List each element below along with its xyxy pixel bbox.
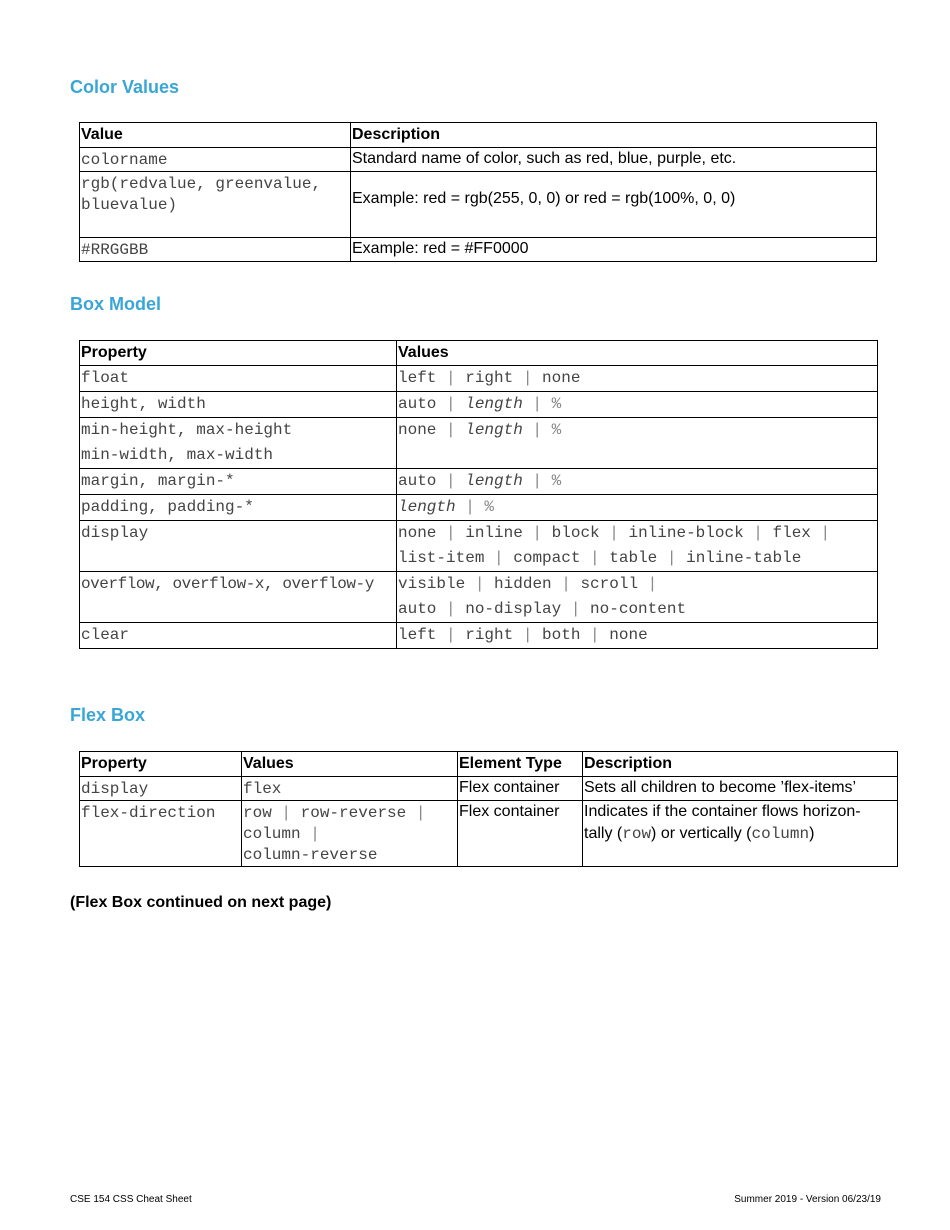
value-keyword: right: [465, 369, 514, 387]
description-text: ): [809, 825, 815, 842]
description-line: Indicates if the container flows horizon-: [584, 803, 861, 820]
value-keyword: %: [484, 498, 495, 516]
values-cell: left | right | both | none: [397, 623, 878, 649]
property-cell: [80, 418, 397, 469]
color-values-heading: Color Values: [70, 77, 180, 97]
value-keyword: auto: [398, 472, 437, 490]
property-cell: margin, margin-*: [80, 469, 397, 495]
value-keyword: compact: [513, 549, 581, 567]
table-header-row: [80, 341, 878, 366]
property-cell: clear: [80, 623, 397, 649]
property-cell: float: [80, 366, 397, 392]
value-keyword: inline-block: [628, 524, 744, 542]
column-header: Description: [351, 123, 877, 148]
value-keyword: right: [465, 626, 514, 644]
values-cell: auto | length | %: [397, 469, 878, 495]
table-row: [80, 418, 878, 469]
value-keyword: table: [609, 549, 658, 567]
table-header-row: [80, 752, 898, 777]
column-header: Values: [242, 752, 458, 777]
value-keyword: none: [609, 626, 648, 644]
values-cell: auto | length | %: [397, 392, 878, 418]
table-row: [80, 572, 878, 623]
value-keyword: row-reverse: [300, 804, 407, 822]
table-row: [80, 148, 877, 172]
value-keyword: scroll: [580, 575, 639, 593]
values-cell: length | %: [397, 495, 878, 521]
table-row: [80, 623, 878, 649]
value-keyword: row: [243, 804, 272, 822]
property-cell: padding, padding-*: [80, 495, 397, 521]
table-row: [80, 392, 878, 418]
value-keyword: column-reverse: [243, 846, 378, 864]
value-keyword: list-item: [398, 549, 485, 567]
color-value-cell: rgb(redvalue, greenvalue, bluevalue): [80, 172, 351, 238]
property-cell: overflow, overflow-x, overflow-y: [80, 572, 397, 623]
value-keyword: length: [465, 472, 523, 490]
footer-right: Summer 2019 - Version 06/23/19: [734, 1194, 881, 1205]
value-keyword: length: [398, 498, 456, 516]
element-type-cell: Flex container: [458, 801, 583, 867]
value-keyword: left: [398, 369, 437, 387]
value-keyword: auto: [398, 395, 437, 413]
property-line: min-width, max-width: [81, 446, 274, 464]
value-keyword: auto: [398, 600, 437, 618]
footer-left: CSE 154 CSS Cheat Sheet: [70, 1194, 192, 1205]
property-cell: display: [80, 777, 242, 801]
value-keyword: hidden: [494, 575, 552, 593]
flex-box-table: [79, 751, 898, 867]
box-model-table: [79, 340, 878, 649]
code-keyword: row: [622, 825, 652, 843]
description-cell: Sets all children to become ’flex-items’: [583, 777, 898, 801]
values-cell: none | length | %: [397, 418, 878, 469]
value-keyword: no-content: [590, 600, 687, 618]
value-keyword: none: [398, 524, 437, 542]
property-line: min-height, max-height: [81, 421, 293, 439]
value-keyword: left: [398, 626, 437, 644]
values-cell: none | inline | block | inline-block | flex | list-item | compact | table | inline-table: [397, 521, 878, 572]
column-header: Property: [80, 341, 397, 366]
table-row: [80, 238, 877, 262]
values-cell: row | row-reverse | column | column-reverse: [242, 801, 458, 867]
table-row: [80, 172, 877, 238]
code-keyword: column: [751, 825, 810, 843]
column-header: Value: [80, 123, 351, 148]
property-cell: flex-direction: [80, 801, 242, 867]
description-text: ) or vertically (: [651, 825, 752, 842]
value-keyword: column: [243, 825, 301, 843]
table-row: [80, 469, 878, 495]
table-row: [80, 366, 878, 392]
color-values-table: [79, 122, 877, 262]
description-cell: Example: red = rgb(255, 0, 0) or red = rgb(100%, 0, 0): [351, 172, 877, 238]
value-keyword: none: [542, 369, 581, 387]
property-cell: display: [80, 521, 397, 572]
values-cell: visible | hidden | scroll | auto | no-display | no-content: [397, 572, 878, 623]
value-keyword: flex: [772, 524, 811, 542]
values-cell: flex: [242, 777, 458, 801]
property-cell: height, width: [80, 392, 397, 418]
values-cell: left | right | none: [397, 366, 878, 392]
element-type-cell: Flex container: [458, 777, 583, 801]
value-keyword: length: [465, 421, 523, 439]
column-header: Values: [397, 341, 878, 366]
flex-box-heading: Flex Box: [70, 705, 146, 725]
table-row: [80, 777, 898, 801]
value-keyword: %: [551, 421, 562, 439]
value-keyword: %: [551, 395, 562, 413]
value-keyword: inline: [465, 524, 523, 542]
table-header-row: [80, 123, 877, 148]
description-cell: Example: red = #FF0000: [351, 238, 877, 262]
table-row: [80, 801, 898, 867]
description-cell: Standard name of color, such as red, blue, purple, etc.: [351, 148, 877, 172]
description-text: tally (: [584, 825, 623, 842]
value-keyword: none: [398, 421, 437, 439]
color-value-cell: #RRGGBB: [80, 238, 351, 262]
value-keyword: block: [551, 524, 600, 542]
table-row: [80, 495, 878, 521]
value-keyword: inline-table: [686, 549, 802, 567]
value-keyword: visible: [398, 575, 466, 593]
color-value-cell: colorname: [80, 148, 351, 172]
column-header: Element Type: [458, 752, 583, 777]
description-cell: [583, 801, 898, 867]
continued-note: (Flex Box continued on next page): [70, 894, 332, 911]
value-keyword: length: [465, 395, 523, 413]
value-keyword: both: [542, 626, 581, 644]
column-header: Description: [583, 752, 898, 777]
value-keyword: %: [551, 472, 562, 490]
value-keyword: no-display: [465, 600, 562, 618]
column-header: Property: [80, 752, 242, 777]
box-model-heading: Box Model: [70, 294, 162, 314]
table-row: [80, 521, 878, 572]
